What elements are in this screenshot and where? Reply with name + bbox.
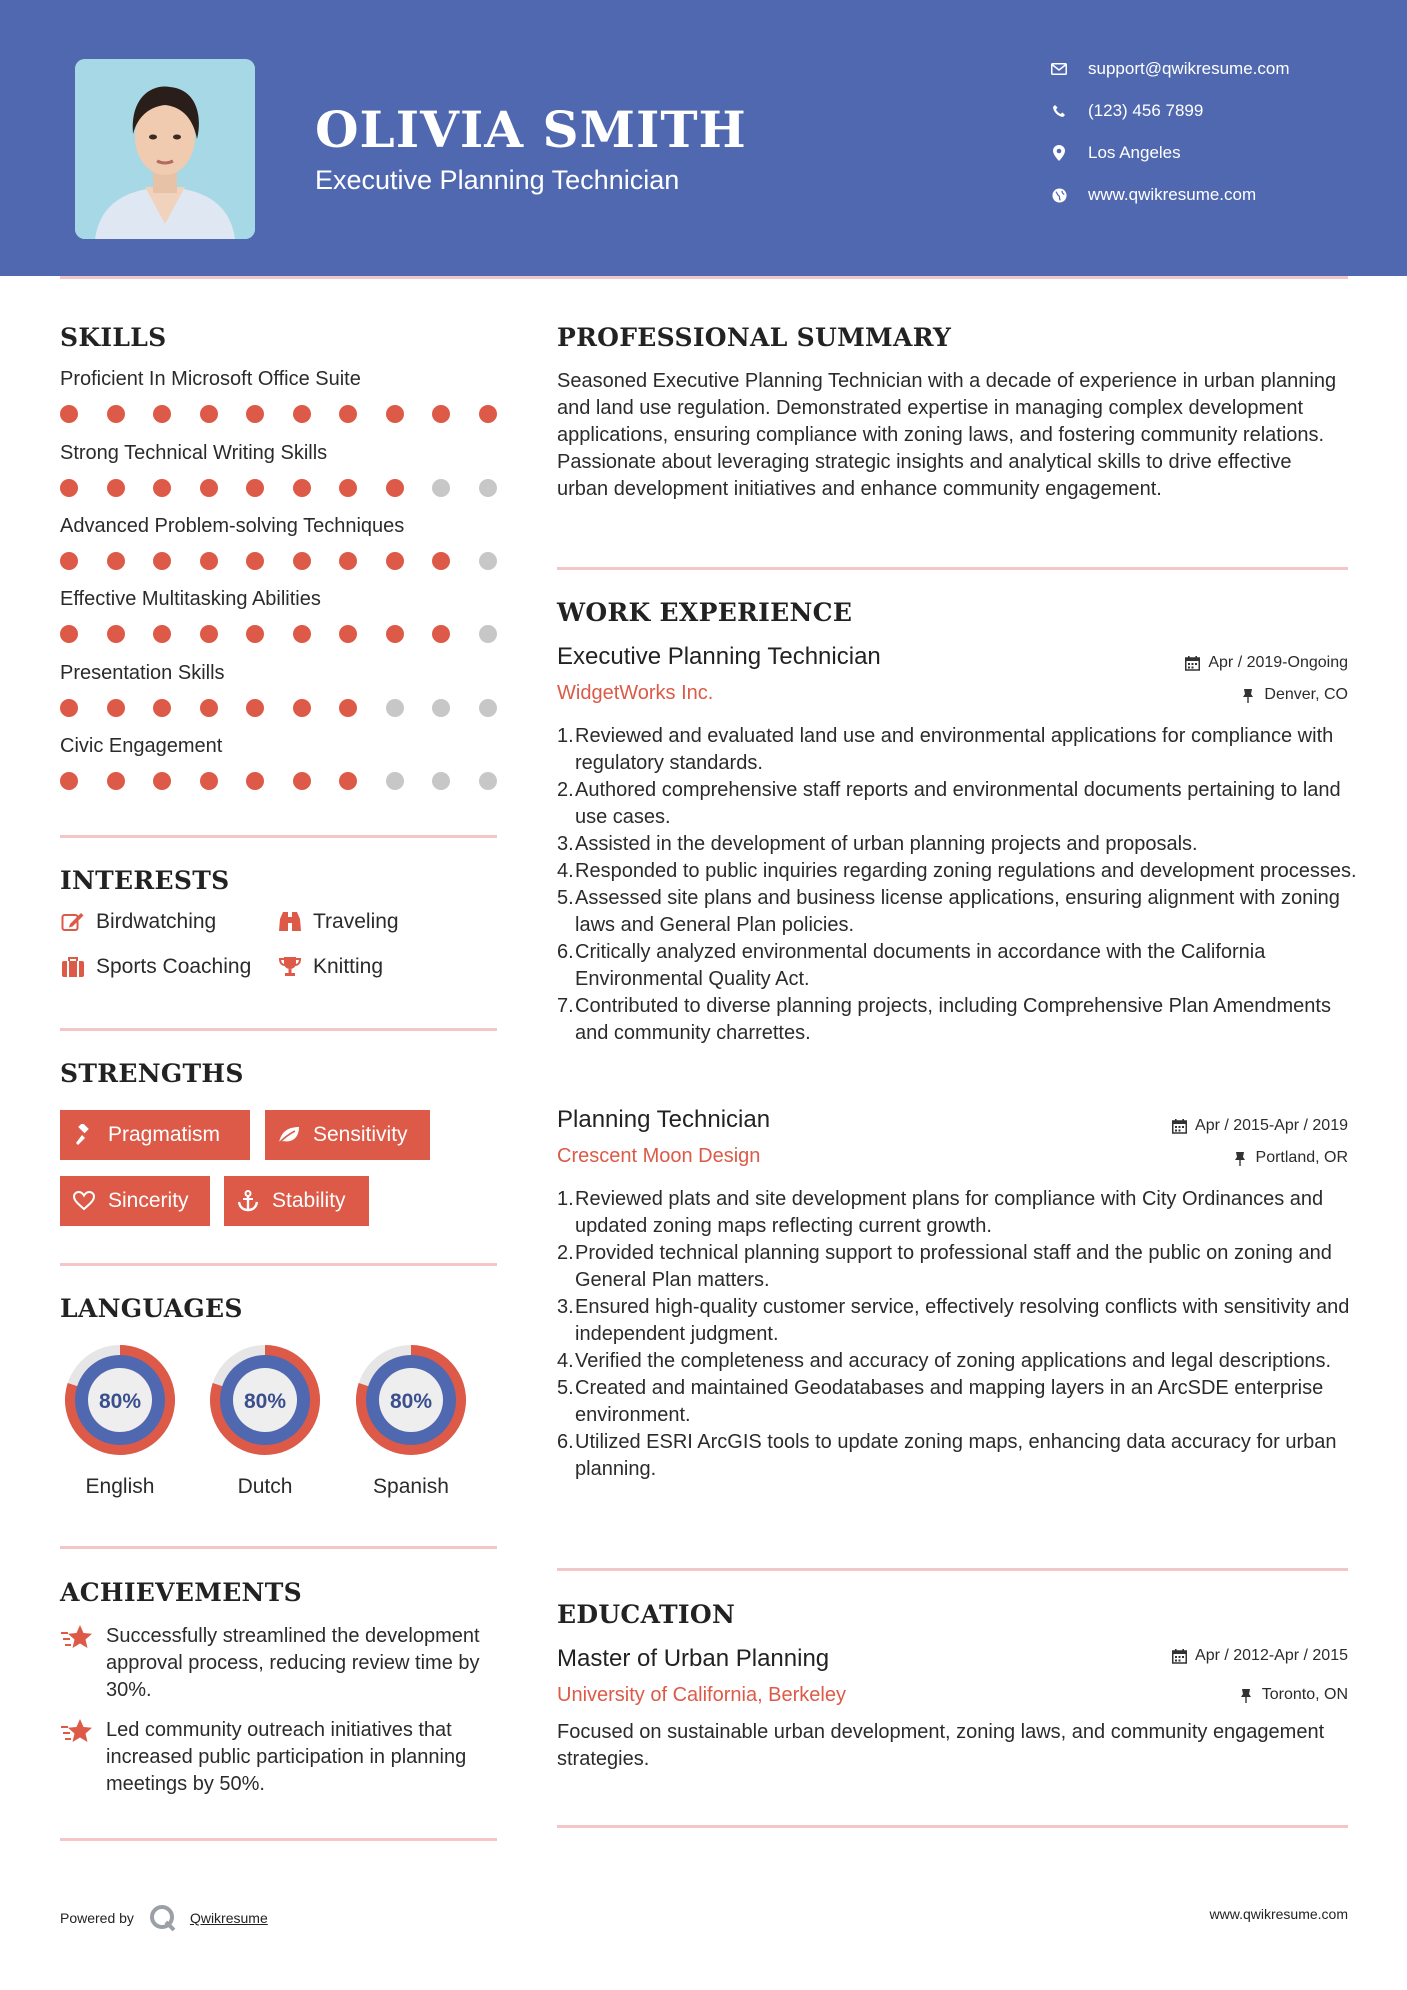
skill-rating [60,772,497,792]
qwikresume-logo-icon [148,1903,178,1933]
language-label: English [85,1475,155,1498]
rating-dot-empty [479,479,497,497]
pushpin-icon [1238,1687,1254,1703]
footer-powered-by [60,1903,268,1933]
degree-title: Master of Urban Planning [557,1645,830,1672]
rating-dot-empty [386,772,404,790]
skill-label: Advanced Problem-solving Techniques [60,515,405,537]
strengths-heading: STRENGTHS [60,1059,244,1088]
rating-dot-empty [479,625,497,643]
rating-dot-filled [246,405,264,423]
strength-label: Sensitivity [313,1123,408,1146]
section-divider [60,1028,497,1031]
rating-dot-filled [60,405,78,423]
rating-dot-filled [107,552,125,570]
rating-dot-filled [339,699,357,717]
section-divider [557,1568,1348,1571]
job-duty: 6. Utilized ESRI ArcGIS tools to update zoning maps, enhancing data accuracy for urban planning. [557,1431,1337,1480]
pushpin-icon [1232,1150,1248,1166]
interest-label: Traveling [313,910,399,933]
job-location-text: Portland, OR [1255,1149,1348,1166]
rating-dot-filled [246,772,264,790]
job-location [1232,1149,1348,1167]
job-duty: 1. Reviewed plats and site development plans for compliance with City Ordinances and updated zoning maps reflecting current growth. [557,1188,1324,1237]
skill-label: Strong Technical Writing Skills [60,442,328,464]
strength-chip [60,1110,250,1160]
rating-dot-empty [479,552,497,570]
contact-phone-text: (123) 456 7899 [1088,101,1204,120]
rating-dot-filled [386,552,404,570]
job-duty: 4. Responded to public inquiries regarding zoning regulations and development processes. [557,860,1357,882]
interest-item [277,910,399,934]
job-date-text: Apr / 2015-Apr / 2019 [1195,1117,1348,1134]
rating-dot-filled [200,772,218,790]
languages-heading: LANGUAGES [60,1294,243,1323]
rating-dot-filled [60,479,78,497]
interest-item [60,955,251,979]
rating-dot-filled [246,699,264,717]
job-duty: 2. Provided technical planning support to professional staff and the public on zoning and General Plan matters. [557,1242,1332,1291]
trophy-icon [277,955,303,979]
skill-rating [60,699,497,719]
candidate-name: OLIVIA SMITH [315,100,747,159]
strength-label: Stability [272,1189,346,1212]
job-duty: 4. Verified the completeness and accuracy of zoning applications and legal descriptions. [557,1350,1332,1372]
language-label: Spanish [373,1475,449,1498]
header [0,0,1407,276]
summary-text: Seasoned Executive Planning Technician with a decade of experience in urban planning and land use regulation. Demonstrated expertise in managing complex development applications, ensuring compliance with zoning laws, and fostering community relations. Passionate about leveraging strategic insights and analytical skills to drive effective urban development initiatives and enhance community engagement. [557,370,1337,500]
job-duty: 5. Created and maintained Geodatabases and mapping layers in an ArcSDE enterprise environment. [557,1377,1324,1426]
rating-dot-filled [246,552,264,570]
rating-dot-filled [339,772,357,790]
contact-website-text: www.qwikresume.com [1088,185,1257,204]
rating-dot-filled [339,405,357,423]
job-duties [557,723,1357,1047]
map-pin-icon [1050,144,1068,162]
rating-dot-filled [293,405,311,423]
rating-dot-filled [60,772,78,790]
skill-rating [60,405,497,425]
job-duty: 5. Assessed site plans and business license applications, ensuring alignment with zoning laws and General Plan policies. [557,887,1340,936]
rating-dot-empty [479,699,497,717]
rating-dot-empty [386,699,404,717]
rating-dot-filled [246,479,264,497]
job-location-text: Denver, CO [1264,686,1348,703]
rating-dot-filled [107,479,125,497]
language-percent: 80% [243,1390,287,1413]
strength-label: Sincerity [108,1189,189,1212]
education-heading: EDUCATION [557,1600,736,1629]
star-icon [60,1623,94,1653]
job-date [1171,1117,1348,1135]
job-title: Planning Technician [557,1106,771,1133]
rating-dot-filled [339,552,357,570]
candidate-role: Executive Planning Technician [315,165,680,195]
job-duties [557,1186,1357,1483]
education-location [1238,1686,1348,1704]
rating-dot-filled [153,479,171,497]
rating-dot-filled [200,405,218,423]
anchor-icon [236,1189,260,1213]
summary-heading: PROFESSIONAL SUMMARY [557,323,952,352]
rating-dot-filled [386,479,404,497]
interest-label: Sports Coaching [96,955,252,978]
rating-dot-filled [153,552,171,570]
strength-chip [60,1176,210,1226]
achievement-text: Led community outreach initiatives that increased public participation in planning meetings by 50%. [106,1719,467,1795]
rating-dot-filled [60,625,78,643]
skill-rating [60,479,497,499]
job-duty: 6. Critically analyzed environmental documents in accordance with the California Environmental Quality Act. [557,941,1266,990]
company-name: WidgetWorks Inc. [557,682,714,704]
job-duty: 3. Assisted in the development of urban planning projects and proposals. [557,833,1198,855]
rating-dot-filled [153,699,171,717]
pencil-square-icon [60,910,86,934]
interest-item [277,955,383,979]
interest-label: Knitting [313,955,384,978]
education-date-text: Apr / 2012-Apr / 2015 [1195,1647,1348,1664]
rating-dot-filled [339,479,357,497]
education-date [1171,1647,1348,1665]
rating-dot-filled [432,625,450,643]
skill-label: Civic Engagement [60,735,223,757]
briefcase-icon [60,955,86,979]
rating-dot-filled [60,552,78,570]
contact-email[interactable] [1050,59,1380,79]
rating-dot-filled [107,772,125,790]
section-divider [60,1838,497,1841]
header-divider [60,276,1348,279]
leaf-icon [277,1123,301,1147]
rating-dot-filled [293,479,311,497]
section-divider [557,1825,1348,1828]
rating-dot-empty [432,772,450,790]
language-label: Dutch [237,1475,293,1498]
skill-rating [60,552,497,572]
rating-dot-empty [432,699,450,717]
rating-dot-filled [293,699,311,717]
job-title: Executive Planning Technician [557,643,881,670]
achievement-item [60,1623,497,1704]
strength-chip [224,1176,369,1226]
rating-dot-filled [432,405,450,423]
rating-dot-filled [60,699,78,717]
contact-location [1050,143,1380,163]
qwikresume-link[interactable]: Qwikresume [189,1910,268,1926]
interest-label: Birdwatching [96,910,217,933]
job-location [1240,686,1348,704]
job-duty: 1. Reviewed and evaluated land use and environmental applications for compliance with regulatory standards. [557,725,1334,774]
school-name: University of California, Berkeley [557,1684,846,1706]
company-name: Crescent Moon Design [557,1145,761,1167]
education-text: Focused on sustainable urban development, zoning laws, and community engagement strategies. [557,1721,1325,1770]
skill-label: Proficient In Microsoft Office Suite [60,368,361,390]
language-ring [204,1339,326,1466]
job-date [1184,654,1348,672]
rating-dot-filled [339,625,357,643]
rating-dot-filled [200,479,218,497]
rating-dot-filled [432,552,450,570]
rating-dot-filled [107,625,125,643]
contact-website[interactable] [1050,185,1380,205]
section-divider [60,1263,497,1266]
profile-photo [75,59,255,239]
rating-dot-filled [293,772,311,790]
achievement-item [60,1717,497,1798]
contact-email-text: support@qwikresume.com [1088,59,1290,78]
globe-icon [1050,186,1068,204]
rating-dot-filled [107,699,125,717]
contact-location-text: Los Angeles [1088,143,1181,162]
section-divider [60,835,497,838]
phone-icon [1050,102,1068,120]
skill-rating [60,625,497,645]
binoculars-icon [277,910,303,934]
section-divider [557,567,1348,570]
rating-dot-empty [479,772,497,790]
heart-icon [72,1189,96,1213]
skill-label: Presentation Skills [60,662,225,684]
gavel-icon [72,1123,96,1147]
language-ring [59,1339,181,1466]
contact-phone[interactable] [1050,101,1380,121]
section-divider [60,1546,497,1549]
strength-label: Pragmatism [108,1123,221,1146]
rating-dot-filled [293,552,311,570]
rating-dot-filled [153,772,171,790]
rating-dot-filled [200,699,218,717]
language-percent: 80% [389,1390,433,1413]
star-icon [60,1717,94,1747]
skills-heading: SKILLS [60,323,167,352]
education-location-text: Toronto, ON [1261,1686,1348,1703]
achievements-heading: ACHIEVEMENTS [60,1578,302,1607]
strength-chip [265,1110,430,1160]
language-ring [350,1339,472,1466]
powered-by-text: Powered by [60,1910,134,1926]
job-duty: 7. Contributed to diverse planning projects, including Comprehensive Plan Amendments and community charrettes. [557,995,1331,1044]
skill-label: Effective Multitasking Abilities [60,588,321,610]
rating-dot-filled [107,405,125,423]
job-duty: 3. Ensured high-quality customer service, effectively resolving conflicts with sensitivity and independent judgment. [557,1296,1350,1345]
language-percent: 80% [98,1390,142,1413]
footer-url[interactable]: www.qwikresume.com [1209,1906,1348,1922]
rating-dot-filled [246,625,264,643]
calendar-icon [1171,1648,1187,1664]
calendar-icon [1184,655,1200,671]
job-duty: 2. Authored comprehensive staff reports and environmental documents pertaining to land use cases. [557,779,1341,828]
rating-dot-filled [153,625,171,643]
rating-dot-filled [386,625,404,643]
pushpin-icon [1240,687,1256,703]
mail-icon [1050,60,1068,78]
experience-heading: WORK EXPERIENCE [557,598,853,627]
rating-dot-filled [479,405,497,423]
calendar-icon [1171,1118,1187,1134]
job-date-text: Apr / 2019-Ongoing [1208,654,1348,671]
rating-dot-empty [432,479,450,497]
interest-item [60,910,216,934]
rating-dot-filled [153,405,171,423]
interests-heading: INTERESTS [60,866,230,895]
rating-dot-filled [293,625,311,643]
achievement-text: Successfully streamlined the development approval process, reducing review time by 30%. [106,1625,480,1701]
rating-dot-filled [200,552,218,570]
rating-dot-filled [200,625,218,643]
rating-dot-filled [386,405,404,423]
